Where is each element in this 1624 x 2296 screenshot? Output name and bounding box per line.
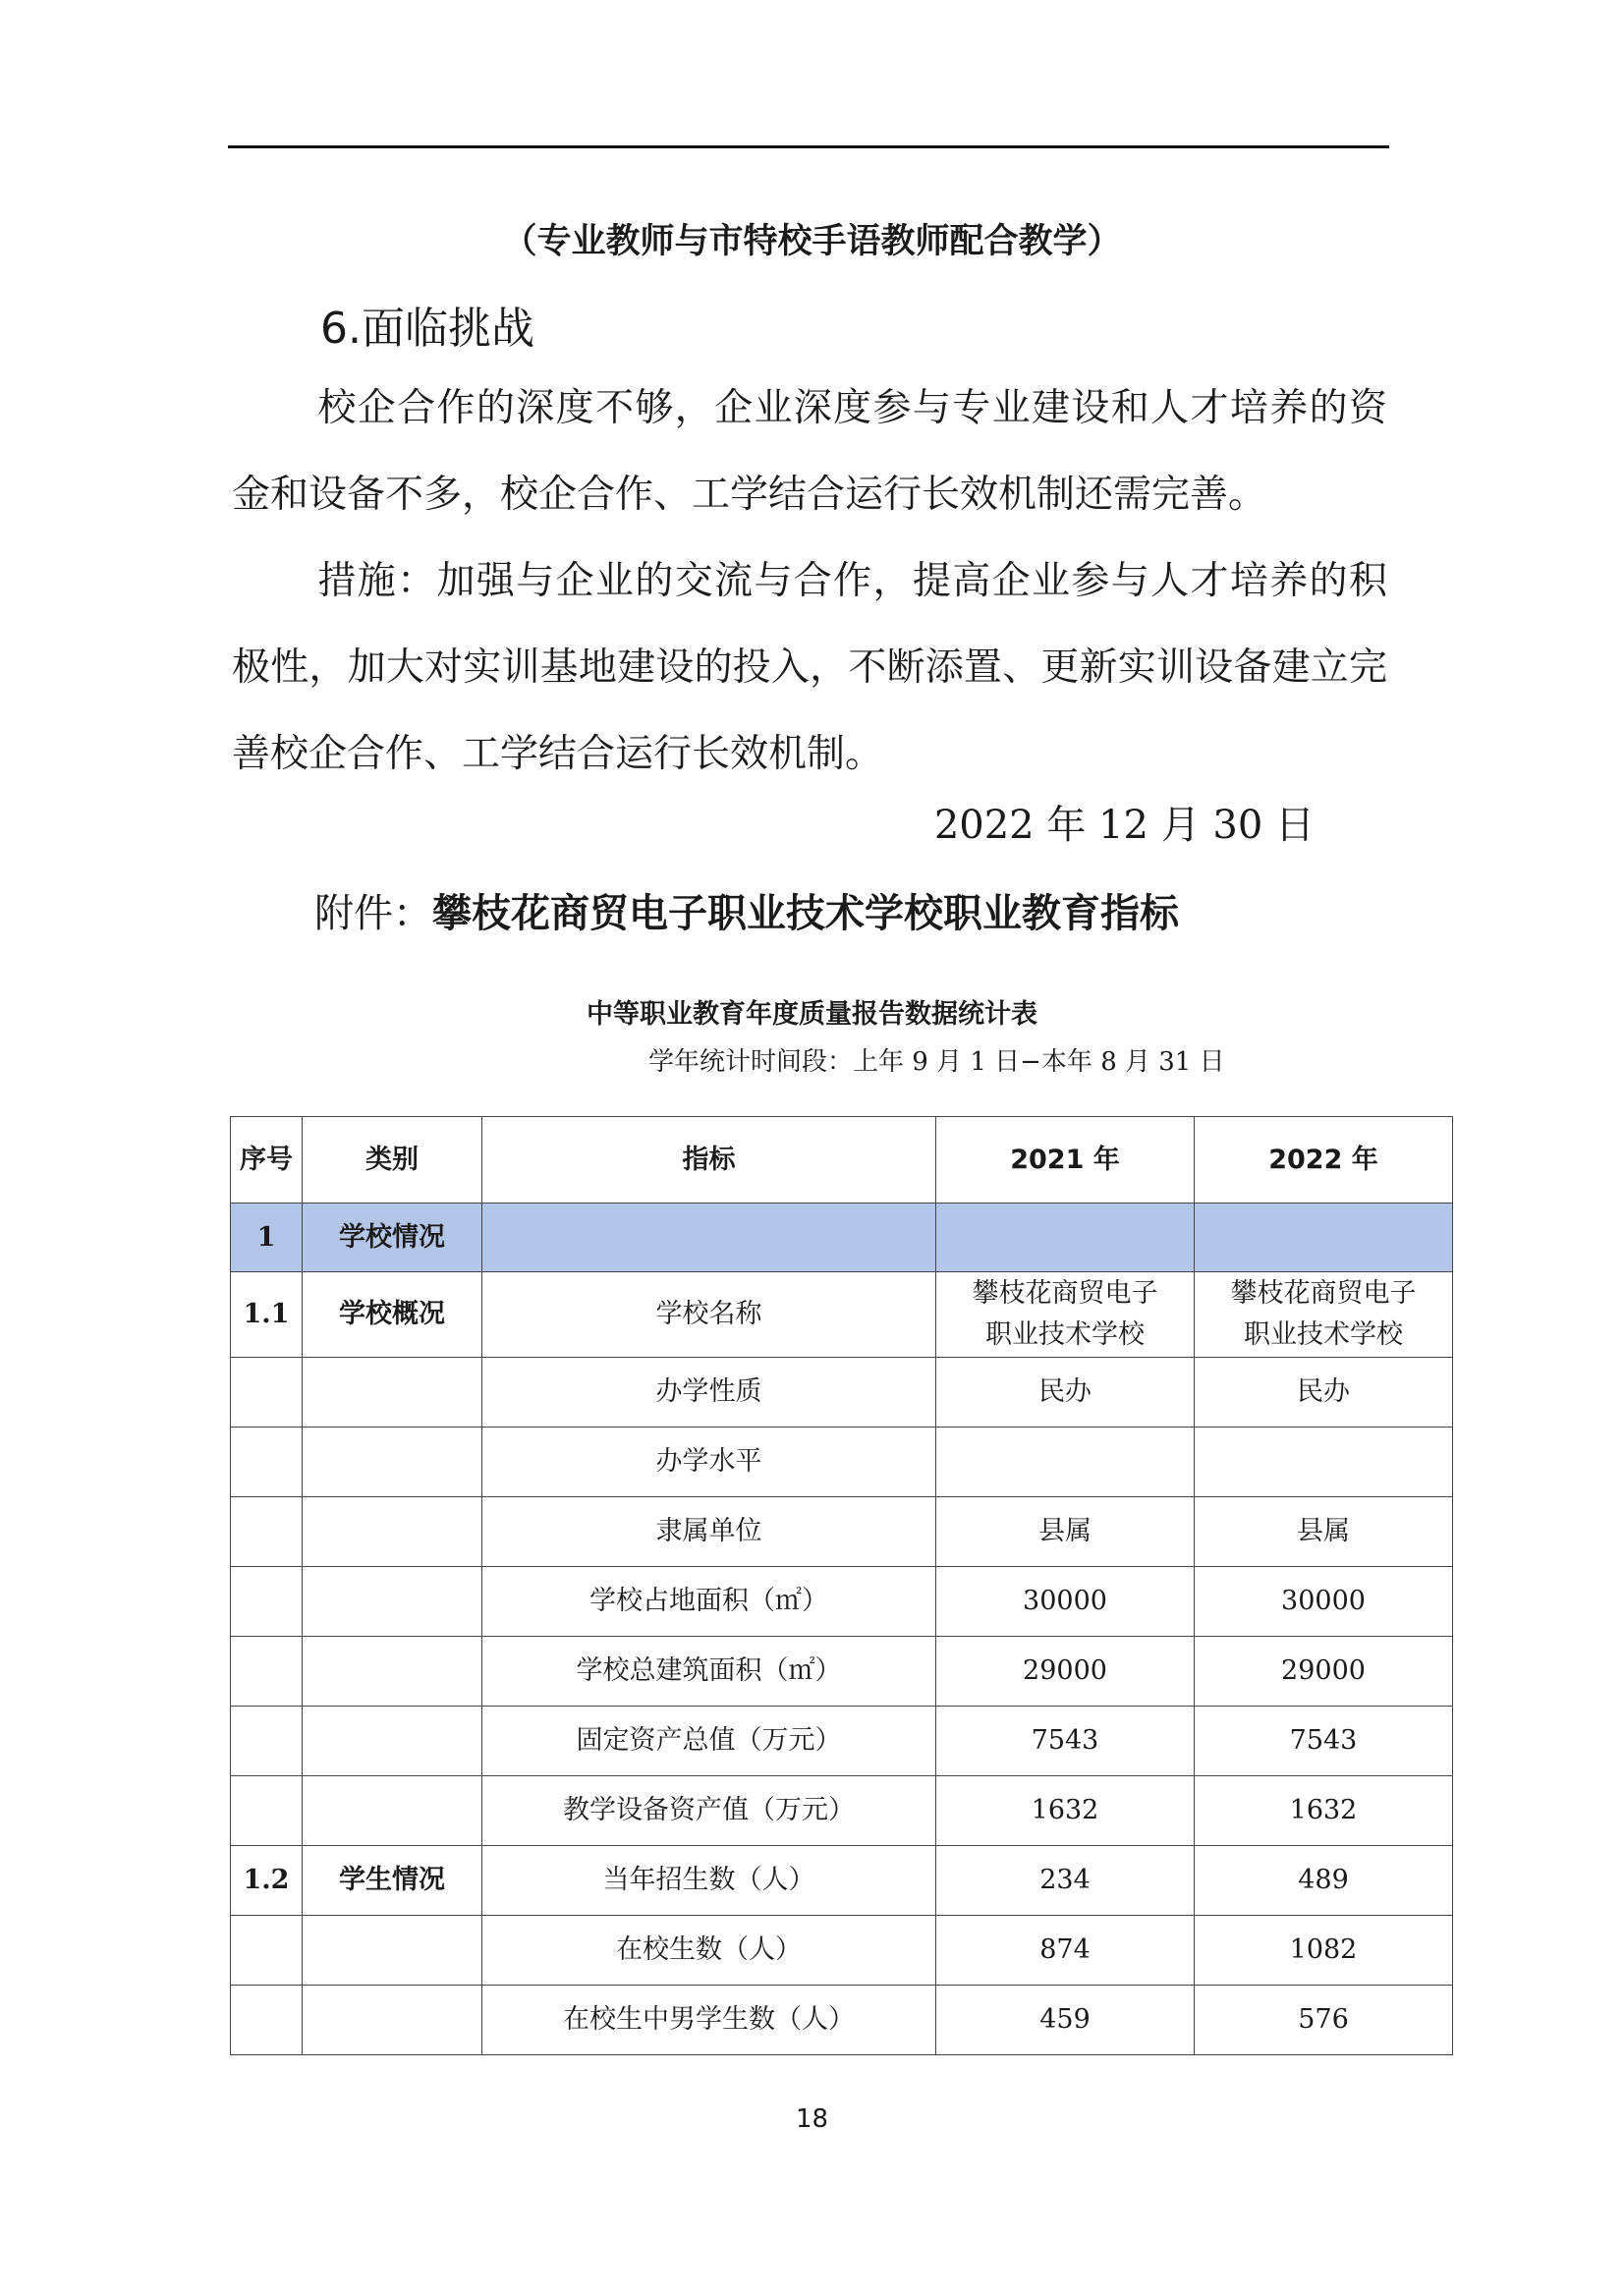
row-2021: 7543 xyxy=(936,1707,1195,1776)
table-row xyxy=(231,1567,1453,1637)
row-no xyxy=(231,1637,303,1707)
table-row xyxy=(231,1916,1453,1986)
row-2022: 7543 xyxy=(1195,1707,1453,1776)
table-header-row xyxy=(231,1117,1453,1204)
table-row xyxy=(231,1986,1453,2055)
row-2021: 874 xyxy=(936,1916,1195,1986)
statistics-table xyxy=(230,1116,1453,2055)
row-category xyxy=(303,1428,482,1497)
row-indicator: 办学水平 xyxy=(482,1428,936,1497)
attachment-prefix: 附件： xyxy=(314,891,432,936)
table-row xyxy=(231,1776,1453,1846)
row-no xyxy=(231,1567,303,1637)
header-no: 序号 xyxy=(231,1117,303,1204)
row-2022: 民办 xyxy=(1195,1358,1453,1428)
row-no xyxy=(231,1428,303,1497)
row-no xyxy=(231,1497,303,1567)
row-2021: 1632 xyxy=(936,1776,1195,1846)
header-category: 类别 xyxy=(303,1117,482,1204)
row-indicator: 在校生中男学生数（人） xyxy=(482,1986,936,2055)
section-heading: 6.面临挑战 xyxy=(320,304,534,354)
row-no xyxy=(231,1916,303,1986)
row-category xyxy=(303,1358,482,1428)
table-row xyxy=(231,1358,1453,1428)
section-category: 学校情况 xyxy=(303,1204,482,1272)
table-row xyxy=(231,1497,1453,1567)
row-no xyxy=(231,1707,303,1776)
row-no xyxy=(231,1358,303,1428)
row-no: 1.2 xyxy=(231,1846,303,1916)
table-row xyxy=(231,1707,1453,1776)
table-title: 中等职业教育年度质量报告数据统计表 xyxy=(587,999,1037,1030)
section-row xyxy=(231,1204,1453,1272)
row-indicator: 隶属单位 xyxy=(482,1497,936,1567)
row-2022: 县属 xyxy=(1195,1497,1453,1567)
row-category xyxy=(303,1707,482,1776)
report-date: 2022 年 12 月 30 日 xyxy=(933,803,1315,848)
row-indicator: 教学设备资产值（万元） xyxy=(482,1776,936,1846)
row-category xyxy=(303,1986,482,2055)
header-2022: 2022 年 xyxy=(1195,1117,1453,1204)
row-2022: 29000 xyxy=(1195,1637,1453,1707)
row-indicator: 学校名称 xyxy=(482,1272,936,1358)
row-indicator: 当年招生数（人） xyxy=(482,1846,936,1916)
row-2021: 民办 xyxy=(936,1358,1195,1428)
section-2022 xyxy=(1195,1204,1453,1272)
row-2021: 234 xyxy=(936,1846,1195,1916)
row-2021: 29000 xyxy=(936,1637,1195,1707)
header-indicator: 指标 xyxy=(482,1117,936,1204)
header-rule xyxy=(228,145,1389,148)
row-no xyxy=(231,1986,303,2055)
row-2021 xyxy=(936,1428,1195,1497)
row-indicator: 学校占地面积（㎡） xyxy=(482,1567,936,1637)
attachment-line xyxy=(314,882,1179,938)
row-category xyxy=(303,1916,482,1986)
header-2021: 2021 年 xyxy=(936,1117,1195,1204)
row-category xyxy=(303,1567,482,1637)
table-row xyxy=(231,1428,1453,1497)
challenge-text: 校企合作的深度不够，企业深度参与专业建设和人才培养的资金和设备不多，校企合作、工学结合运行长效机制还需完善。 xyxy=(232,386,1387,517)
attachment-title: 攀枝花商贸电子职业技术学校职业教育指标 xyxy=(432,891,1179,936)
row-2022: 攀枝花商贸电子职业技术学校 xyxy=(1195,1272,1453,1358)
section-no: 1 xyxy=(231,1204,303,1272)
table-period: 学年统计时间段：上年 9 月 1 日−本年 8 月 31 日 xyxy=(648,1047,1225,1077)
row-indicator: 在校生数（人） xyxy=(482,1916,936,1986)
row-no: 1.1 xyxy=(231,1272,303,1358)
section-2021 xyxy=(936,1204,1195,1272)
row-category xyxy=(303,1637,482,1707)
table-row xyxy=(231,1637,1453,1707)
row-2021: 30000 xyxy=(936,1567,1195,1637)
row-2022 xyxy=(1195,1428,1453,1497)
row-2022: 1632 xyxy=(1195,1776,1453,1846)
row-2022: 1082 xyxy=(1195,1916,1453,1986)
row-2022: 30000 xyxy=(1195,1567,1453,1637)
row-indicator: 办学性质 xyxy=(482,1358,936,1428)
measures-text: 措施：加强与企业的交流与合作，提高企业参与人才培养的积极性，加大对实训基地建设的投入，不断添置、更新实训设备建立完善校企合作、工学结合运行长效机制。 xyxy=(232,559,1387,776)
row-2022: 489 xyxy=(1195,1846,1453,1916)
row-category xyxy=(303,1776,482,1846)
table-row xyxy=(231,1846,1453,1916)
row-2021: 459 xyxy=(936,1986,1195,2055)
challenge-paragraph xyxy=(232,365,1387,538)
row-category: 学校概况 xyxy=(303,1272,482,1358)
row-category: 学生情况 xyxy=(303,1846,482,1916)
measures-paragraph xyxy=(232,538,1387,798)
row-indicator: 固定资产总值（万元） xyxy=(482,1707,936,1776)
row-no xyxy=(231,1776,303,1846)
row-2022: 576 xyxy=(1195,1986,1453,2055)
section-indicator xyxy=(482,1204,936,1272)
row-indicator: 学校总建筑面积（㎡） xyxy=(482,1637,936,1707)
photo-caption: （专业教师与市特校手语教师配合教学） xyxy=(502,222,1122,261)
page-number: 18 xyxy=(795,2104,829,2134)
table-row xyxy=(231,1272,1453,1358)
row-2021: 县属 xyxy=(936,1497,1195,1567)
row-2021: 攀枝花商贸电子职业技术学校 xyxy=(936,1272,1195,1358)
row-category xyxy=(303,1497,482,1567)
